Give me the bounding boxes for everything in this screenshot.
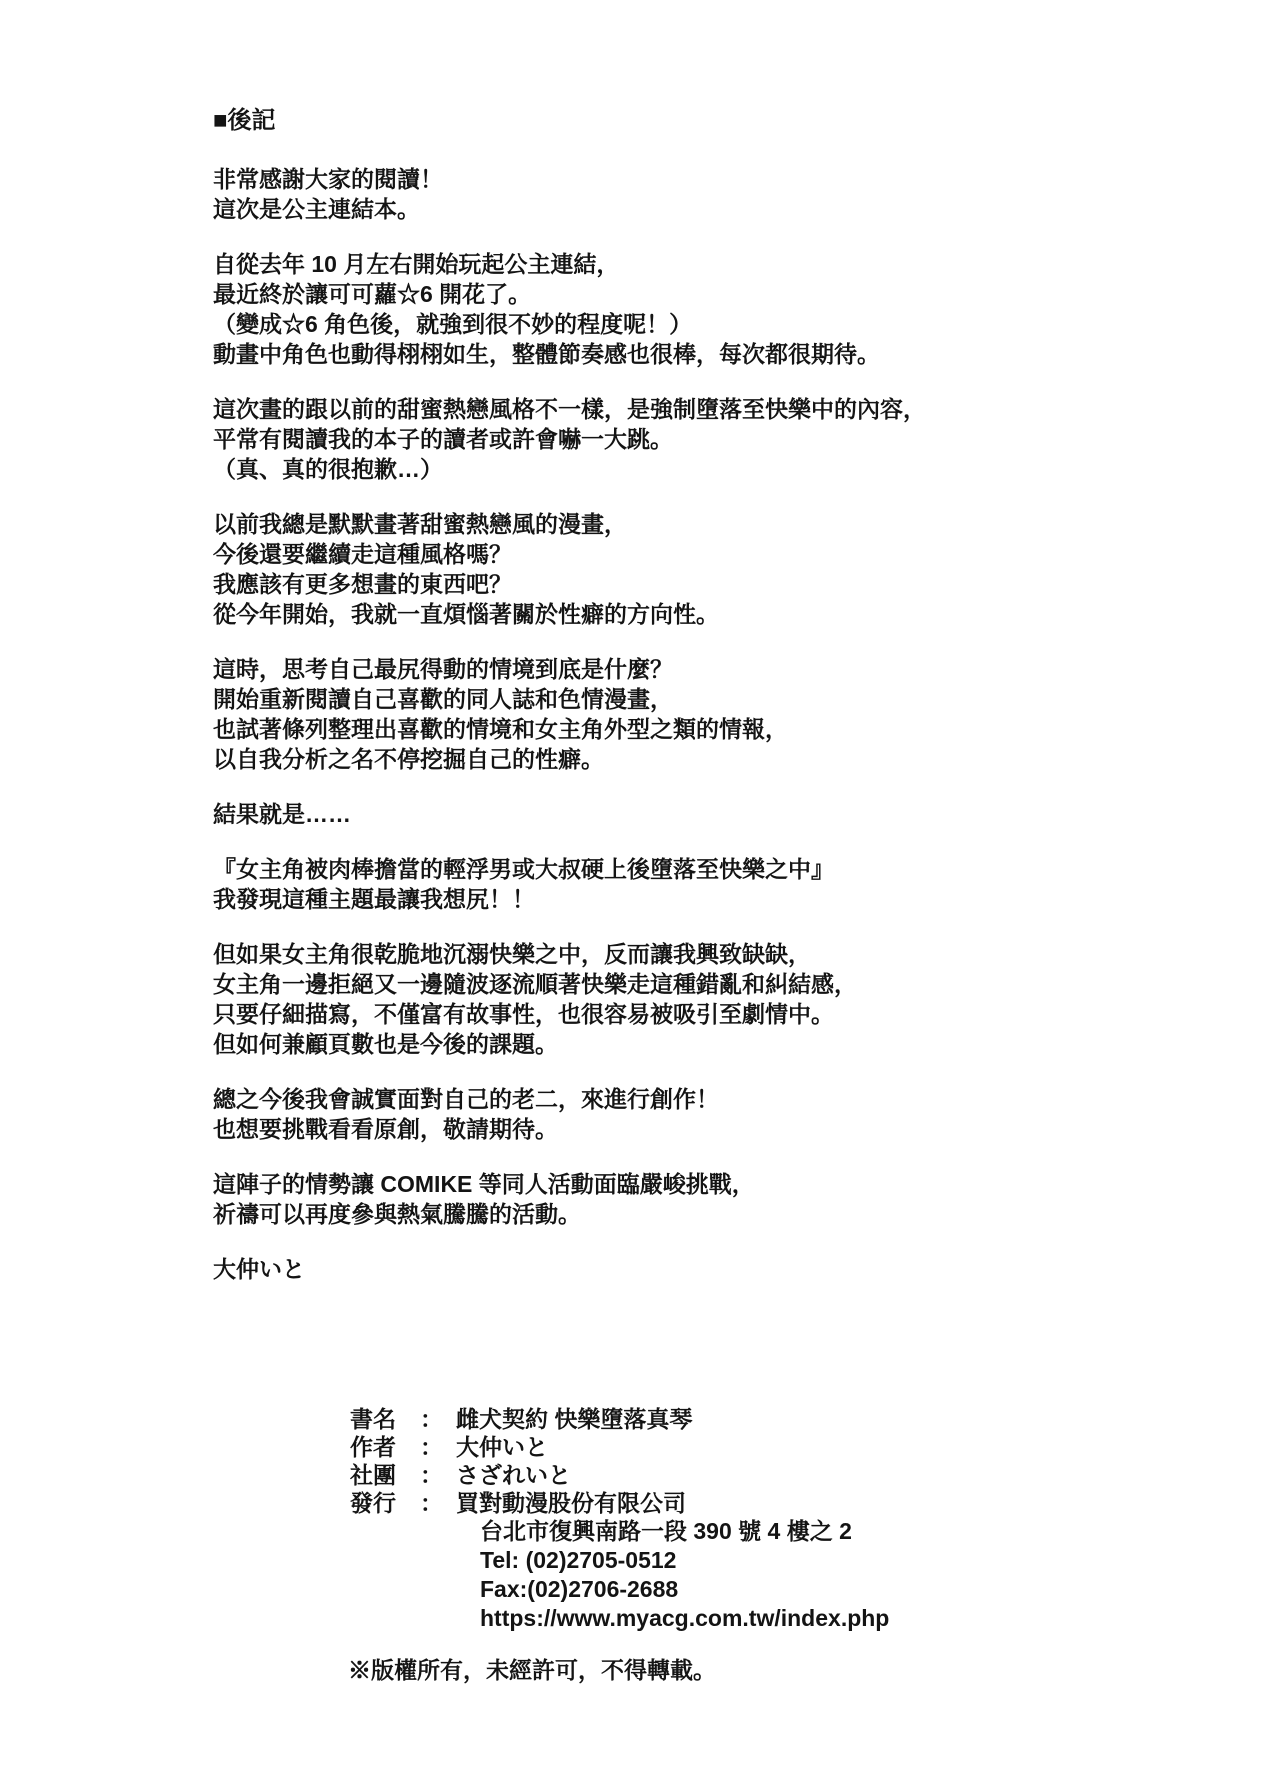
paragraph bbox=[213, 939, 926, 1059]
paragraph bbox=[213, 799, 926, 829]
colophon-row bbox=[350, 1405, 889, 1433]
colophon-value: 大仲いと bbox=[456, 1434, 548, 1460]
text-line: 結果就是…… bbox=[213, 801, 351, 827]
publisher-detail-line: Fax:(02)2706-2688 bbox=[480, 1576, 679, 1602]
text-line: 總之今後我會誠實面對自己的老二，來進行創作！ bbox=[213, 1086, 719, 1112]
colophon-value: 買對動漫股份有限公司 bbox=[456, 1490, 686, 1516]
paragraph bbox=[213, 654, 926, 774]
colophon-separator: ： bbox=[420, 1434, 443, 1460]
text-line: 自從去年 10 月左右開始玩起公主連結， bbox=[213, 251, 620, 277]
text-line: 也試著條列整理出喜歡的情境和女主角外型之類的情報， bbox=[213, 716, 788, 742]
colophon-value: 雌犬契約 快樂墮落真琴 bbox=[456, 1406, 693, 1432]
paragraph bbox=[213, 509, 926, 629]
colophon-row bbox=[350, 1461, 889, 1489]
publisher-detail-line: Tel: (02)2705-0512 bbox=[480, 1547, 677, 1573]
colophon-rows bbox=[350, 1405, 889, 1517]
publisher-detail-line: 台北市復興南路一段 390 號 4 樓之 2 bbox=[480, 1518, 852, 1544]
text-line: 也想要挑戰看看原創，敬請期待。 bbox=[213, 1116, 558, 1142]
colophon-label: 社團 bbox=[350, 1462, 396, 1488]
text-line: （變成☆6 角色後，就強到很不妙的程度呢！） bbox=[213, 311, 693, 337]
colophon-label: 書名 bbox=[350, 1406, 396, 1432]
text-line: 但如果女主角很乾脆地沉溺快樂之中，反而讓我興致缺缺， bbox=[213, 941, 811, 967]
text-line: 以前我總是默默畫著甜蜜熱戀風的漫畫， bbox=[213, 511, 627, 537]
colophon-separator: ： bbox=[420, 1462, 443, 1488]
text-line: 我發現這種主題最讓我想尻！！ bbox=[213, 886, 535, 912]
text-line: 『女主角被肉棒擔當的輕浮男或大叔硬上後墮落至快樂之中』 bbox=[213, 856, 834, 882]
text-line: 今後還要繼續走這種風格嗎？ bbox=[213, 541, 512, 567]
publisher-detail-line: https://www.myacg.com.tw/index.php bbox=[480, 1605, 890, 1631]
paragraph bbox=[213, 1169, 926, 1229]
text-line: 從今年開始，我就一直煩惱著關於性癖的方向性。 bbox=[213, 601, 719, 627]
afterword-heading: ■後記 bbox=[213, 107, 276, 134]
text-line: 動畫中角色也動得栩栩如生，整體節奏感也很棒，每次都很期待。 bbox=[213, 341, 880, 367]
text-line: 開始重新閱讀自己喜歡的同人誌和色情漫畫， bbox=[213, 686, 673, 712]
copyright-notice: ※版權所有，未經許可，不得轉載。 bbox=[348, 1657, 716, 1683]
paragraph bbox=[213, 394, 926, 484]
colophon-row bbox=[350, 1489, 889, 1517]
paragraph bbox=[213, 1084, 926, 1144]
text-line: （真、真的很抱歉…） bbox=[213, 456, 443, 482]
text-line: 這時，思考自己最尻得動的情境到底是什麼？ bbox=[213, 656, 673, 682]
paragraph bbox=[213, 854, 926, 914]
afterword-content bbox=[213, 106, 926, 1284]
text-line: 非常感謝大家的閱讀！ bbox=[213, 166, 443, 192]
text-line: 以自我分析之名不停挖掘自己的性癖。 bbox=[213, 746, 604, 772]
text-line: 平常有閱讀我的本子的讀者或許會嚇一大跳。 bbox=[213, 426, 673, 452]
colophon-separator: ： bbox=[420, 1406, 443, 1432]
text-line: 這陣子的情勢讓 COMIKE 等同人活動面臨嚴峻挑戰， bbox=[213, 1171, 755, 1197]
text-line: 最近終於讓可可蘿☆6 開花了。 bbox=[213, 281, 532, 307]
text-line: 女主角一邊拒絕又一邊隨波逐流順著快樂走這種錯亂和糾結感， bbox=[213, 971, 857, 997]
publisher-details bbox=[480, 1517, 889, 1633]
author-signature: 大仲いと bbox=[213, 1256, 305, 1282]
colophon-value: さざれいと bbox=[456, 1462, 571, 1488]
text-line: 只要仔細描寫，不僅富有故事性，也很容易被吸引至劇情中。 bbox=[213, 1001, 834, 1027]
text-line: 這次是公主連結本。 bbox=[213, 196, 420, 222]
text-line: 但如何兼顧頁數也是今後的課題。 bbox=[213, 1031, 558, 1057]
colophon bbox=[350, 1405, 889, 1685]
paragraph bbox=[213, 249, 926, 369]
text-line: 祈禱可以再度參與熱氣騰騰的活動。 bbox=[213, 1201, 581, 1227]
afterword-paragraphs bbox=[213, 164, 926, 1229]
colophon-label: 發行 bbox=[350, 1490, 396, 1516]
text-line: 這次畫的跟以前的甜蜜熱戀風格不一樣，是強制墮落至快樂中的內容， bbox=[213, 396, 926, 422]
colophon-row bbox=[350, 1433, 889, 1461]
text-line: 我應該有更多想畫的東西吧？ bbox=[213, 571, 512, 597]
paragraph bbox=[213, 164, 926, 224]
colophon-label: 作者 bbox=[350, 1434, 396, 1460]
colophon-separator: ： bbox=[420, 1490, 443, 1516]
